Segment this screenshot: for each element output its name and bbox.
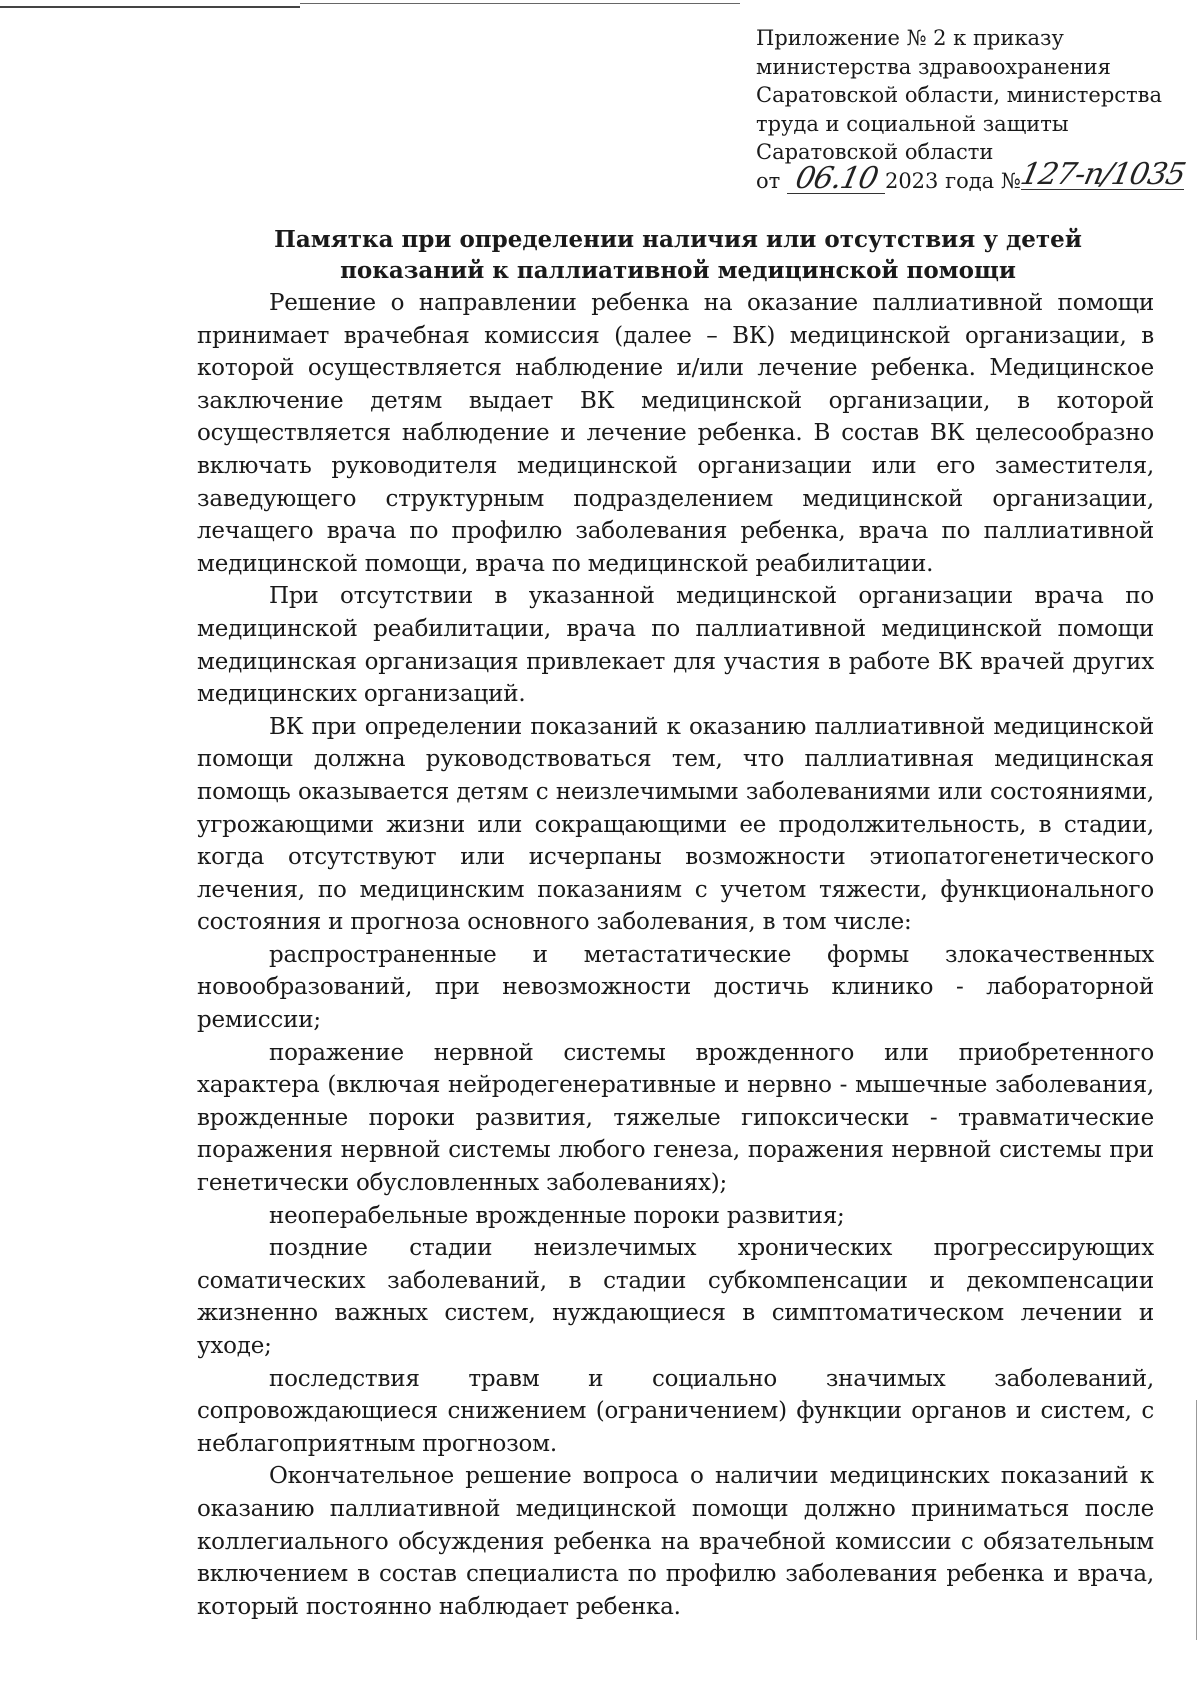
- paragraph-decision: Решение о направлении ребенка на оказание паллиативной помощи принимает врачебная комиссия (далее – ВК) медицинской организации, в которой осуществляется наблюдение и/или лечение ребенка. Медицинское заключение детям выдает ВК медицинской организации, в которой осуществляется наблюдение и лечение ребенка. В состав ВК целесообразно включать руководителя медицинской организации или его заместителя, заведующего структурным подразделением медицинской организации, лечащего врача по профилю заболевания ребенка, врача по паллиативной медицинской помощи, врача по медицинской реабилитации.: [197, 290, 1154, 577]
- handwritten-order-number: 127-п/1035: [1017, 156, 1188, 192]
- paragraph-indications: ВК при определении показаний к оказанию паллиативной медицинской помощи должна руководствоваться тем, что паллиативная медицинская помощь оказывается детям с неизлечимыми заболеваниями или состояниями, угрожающими жизни или сокращающими ее продолжительность, в стадии, когда отсутствуют или исчерпаны возможности этиопатогенетического лечения, по медицинским показаниям с учетом тяжести, функционального состояния и прогноза основного заболевания, в том числе:: [197, 713, 1154, 936]
- title-line-1: Памятка при определении наличия или отсутствия у детей: [274, 226, 1082, 253]
- list-item-chronic-diseases: поздние стадии неизлечимых хронических прогрессирующих соматических заболеваний, в стадии субкомпенсации и декомпенсации жизненно важных систем, нуждающиеся в симптоматическом лечении и уходе;: [197, 1235, 1154, 1359]
- paragraph-absence-of-doctor: При отсутствии в указанной медицинской организации врача по медицинской реабилитации, врача по паллиативной медицинской помощи медицинская организация привлекает для участия в работе ВК врачей других медицинских организаций.: [197, 583, 1154, 708]
- appendix-line-5: Саратовской области: [756, 140, 994, 164]
- scan-top-rule: [0, 6, 300, 8]
- scan-edge-mark: [1196, 1400, 1197, 1640]
- title-line-2: показаний к паллиативной медицинской помощи: [340, 257, 1016, 284]
- year-text: 2023 года №: [884, 168, 1021, 193]
- list-item-oncology: распространенные и метастатические формы злокачественных новообразований, при невозможности достичь клинико - лабораторной ремиссии;: [197, 941, 1154, 1034]
- appendix-date-line: [756, 156, 1188, 196]
- appendix-header: [756, 24, 1186, 195]
- document-body: [197, 287, 1154, 1623]
- scan-top-rule-thin: [300, 3, 740, 4]
- list-item-nervous-system: поражение нервной системы врожденного или приобретенного характера (включая нейродегенеративные и нервно - мышечные заболевания, врожденные пороки развития, тяжелые гипоксически - травматические поражения нервной системы любого генеза, поражения нервной системы при генетически обусловленных заболеваниях);: [197, 1039, 1154, 1197]
- date-prefix: от: [756, 168, 781, 193]
- appendix-line-1: Приложение № 2 к приказу: [756, 26, 1064, 50]
- list-item-trauma-consequences: последствия травм и социально значимых заболеваний, сопровождающиеся снижением (ограничением) функции органов и систем, с неблагоприятным прогнозом.: [197, 1365, 1154, 1457]
- order-number-field: [1017, 156, 1188, 192]
- list-item-congenital-defects: неоперабельные врожденные пороки развития;: [269, 1202, 845, 1229]
- document-title: [170, 224, 1186, 286]
- handwritten-date: 06.10: [791, 160, 881, 196]
- paragraph-final-decision: Окончательное решение вопроса о наличии медицинских показаний к оказанию паллиативной медицинской помощи должно приниматься после коллегиального обсуждения ребенка на врачебной комиссии с обязательным включением в состав специалиста по профилю заболевания ребенка и врача, который постоянно наблюдает ребенка.: [197, 1463, 1154, 1620]
- date-field: [787, 160, 885, 196]
- appendix-line-3: Саратовской области, министерства: [756, 83, 1163, 107]
- appendix-line-4: труда и социальной защиты: [756, 111, 1069, 136]
- appendix-line-2: министерства здравоохранения: [756, 54, 1111, 79]
